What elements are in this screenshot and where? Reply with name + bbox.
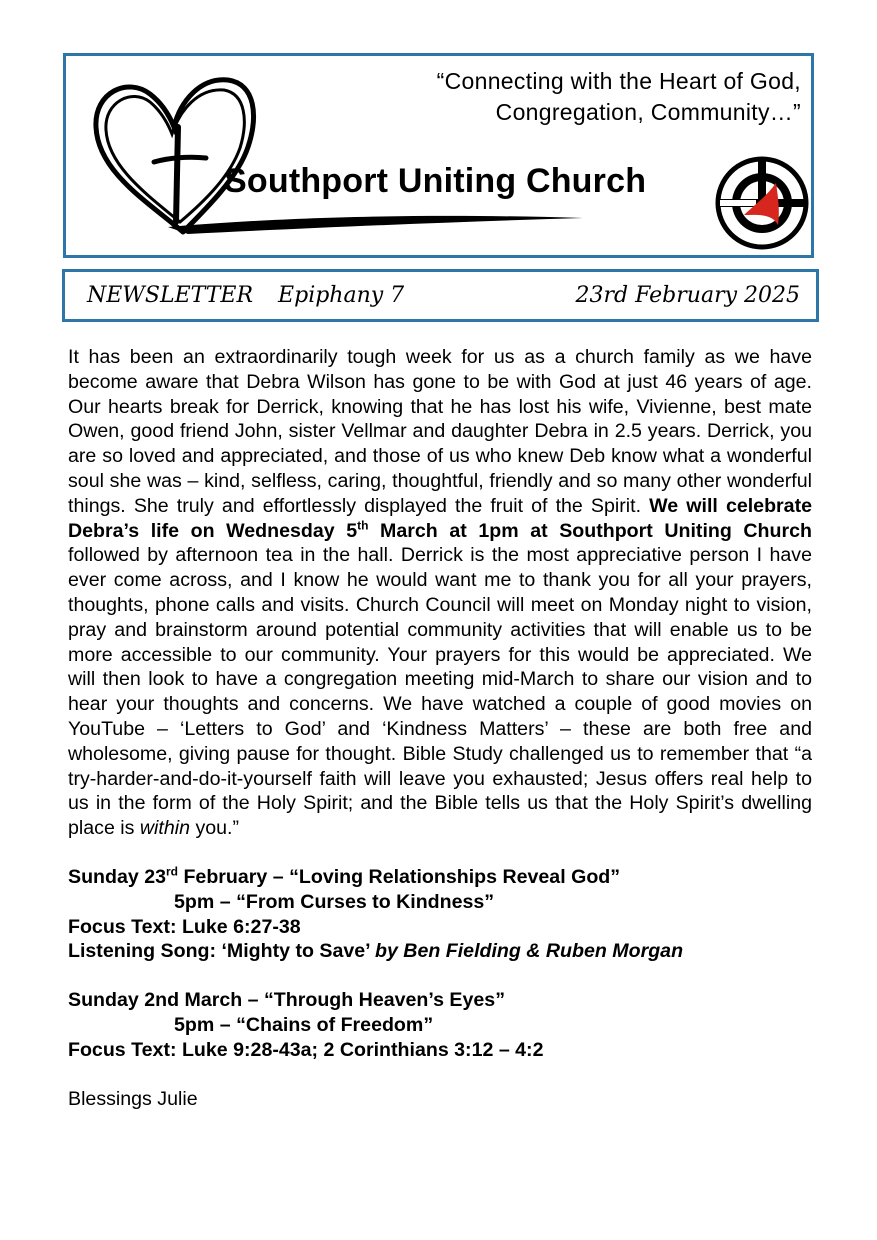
tagline [437,66,801,128]
sunday-1-title-sup: rd [166,864,179,879]
pastoral-letter [68,345,812,841]
sunday-2-evening: 5pm – “Chains of Freedom” [174,1013,434,1036]
tagline-line-1: “Connecting with the Heart of God, [436,68,801,94]
masthead [63,53,814,258]
sunday-1-title [68,865,812,890]
issue-date: 23rd February 2025 [575,283,800,308]
letter-italic-word: within [139,817,190,840]
letter-text-2: followed by afternoon tea in the hall. Derrick is the most appreciative person I have ever come across, and I know he would want me to thank you for all your prayers, thoughts, phone calls and visits. Church Council will meet on Monday night to vision, pray and brainstorm around potential community activities that will enable us to be more accessible to our community. Your prayers for this would be appreciated. We will then look to have a congregation meeting mid-March to share our vision and to hear your thoughts and concerns. We have watched a couple of good movies on YouTube – ‘Letters to God’ and ‘Kindness Matters’ – these are both free and wholesome, giving pause for thought. Bible Study challenged us to remember that “a try-harder-and-do-it-yourself faith will leave you exhausted; Jesus offers real help to us in the form of the Holy Spirit; and the Bible tells us that the Holy Spirit’s dwelling place is [68,544,812,840]
sunday-1-focus-text: Focus Text: Luke 6:27-38 [68,915,301,938]
sunday-2-schedule [68,988,812,1062]
tagline-line-2: Congregation, Community…” [495,99,801,125]
newsletter-content [68,345,812,1111]
season-label: Epiphany 7 [278,283,405,308]
funeral-notice-text-b: March at 1pm at Southport Uniting Church [368,519,812,542]
uniting-church-logo [714,155,810,251]
newsletter-label: NEWSLETTER [87,283,254,308]
funeral-notice-text-a: We will celebrate Debra’s life on Wednesday 5 [68,494,812,542]
sunday-1-title-a: Sunday 23 [68,865,167,888]
letter-text-end: you.” [190,817,240,840]
sunday-2-title: Sunday 2nd March – “Through Heaven’s Eyes” [68,989,505,1012]
sunday-1-schedule [68,865,812,964]
funeral-notice-sup: th [357,518,369,533]
sunday-1-title-b: February – “Loving Relationships Reveal God” [178,865,621,888]
church-name: Southport Uniting Church [224,162,647,200]
sunday-1-evening: 5pm – “From Curses to Kindness” [174,890,495,913]
sunday-2-focus-text: Focus Text: Luke 9:28-43a; 2 Corinthians 3:12 – 4:2 [68,1038,544,1061]
sunday-1-listening-song [68,939,812,964]
listening-song-title: Listening Song: ‘Mighty to Save’ [68,940,375,963]
listening-song-authors: by Ben Fielding & Ruben Morgan [374,940,684,963]
closing-signature: Blessings Julie [68,1087,198,1110]
letter-text-1: It has been an extraordinarily tough week for us as a church family as we have become aware that Debra Wilson has gone to be with God at just 46 years of age. Our hearts break for Derrick, knowing that he has lost his wife, Vivienne, best mate Owen, good friend John, sister Vellmar and daughter Debra in 2.5 years. Derrick, you are so loved and appreciated, and those of us who knew Deb know what a wonderful soul she was – kind, selfless, caring, thoughtful, friendly and so many other wonderful things. She truly and effortlessly displayed the fruit of the Spirit. [68,346,812,517]
newsletter-banner [62,269,819,322]
